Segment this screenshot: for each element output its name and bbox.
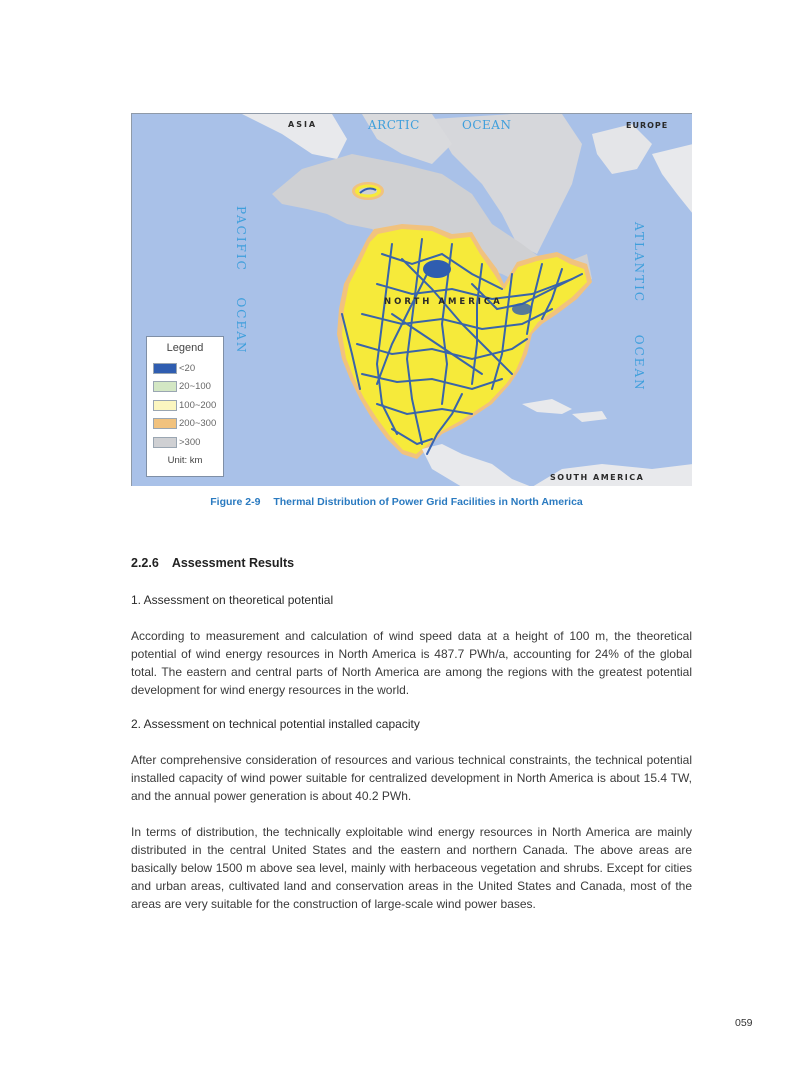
legend-unit: Unit: km bbox=[167, 454, 203, 466]
label-arctic: ARCTIC bbox=[368, 118, 420, 132]
legend-swatch bbox=[153, 363, 177, 374]
legend-swatch bbox=[153, 400, 177, 411]
legend-label: 20~100 bbox=[179, 381, 211, 393]
label-atlantic: ATLANTIC bbox=[632, 222, 646, 304]
section-number: 2.2.6 bbox=[131, 556, 159, 570]
legend-swatch bbox=[153, 437, 177, 448]
paragraph: According to measurement and calculation of wind speed data at a height of 100 m, the theoretical potential of wind energy resources in North America is 487.7 PWh/a, accounting for 24% of the global total. The eastern and central parts of North America are among the regions with the greatest potential development for wind energy resources in the world. bbox=[131, 629, 692, 697]
subsection-heading: 1. Assessment on theoretical potential bbox=[131, 593, 334, 607]
label-south-america: SOUTH AMERICA bbox=[550, 473, 645, 482]
legend-label: 200~300 bbox=[179, 418, 217, 430]
power-grid-map bbox=[131, 113, 692, 486]
map-legend bbox=[146, 336, 224, 477]
legend-label: 100~200 bbox=[179, 399, 217, 411]
label-pacific-ocean bbox=[234, 206, 248, 354]
legend-item bbox=[153, 415, 217, 434]
label-europe: EUROPE bbox=[626, 121, 669, 130]
legend-swatch bbox=[153, 381, 177, 392]
label-pacific-ocean-word: OCEAN bbox=[234, 297, 248, 355]
legend-item bbox=[153, 378, 217, 397]
legend-item bbox=[153, 433, 217, 452]
section-heading bbox=[131, 556, 294, 570]
label-arctic-ocean: OCEAN bbox=[462, 118, 512, 132]
figure-title: Thermal Distribution of Power Grid Facilities in North America bbox=[273, 496, 583, 508]
legend-label: >300 bbox=[179, 436, 201, 448]
label-asia: ASIA bbox=[288, 120, 318, 129]
legend-title: Legend bbox=[166, 342, 204, 354]
label-north-america: NORTH AMERICA bbox=[384, 297, 503, 307]
page-number: 059 bbox=[735, 1017, 753, 1029]
paragraph: After comprehensive consideration of resources and various technical constraints, the technical potential installed capacity of wind power suitable for centralized development in North America is about 15.4 TW, and the annual power generation is about 40.2 PWh. bbox=[131, 753, 692, 803]
legend-item bbox=[153, 359, 217, 378]
label-atlantic-ocean-word: OCEAN bbox=[632, 334, 646, 392]
figure-number: Figure 2-9 bbox=[210, 496, 261, 508]
legend-swatch bbox=[153, 418, 177, 429]
legend-label: <20 bbox=[179, 362, 196, 374]
label-pacific: PACIFIC bbox=[234, 206, 248, 272]
paragraph: In terms of distribution, the technically exploitable wind energy resources in North America are mainly distributed in the central United States and the eastern and northern Canada. The above areas are basically below 1500 m above sea level, mainly with herbaceous vegetation and shrubs. Except for cities and urban areas, cultivated land and conservation areas in the United States and Canada, most of the areas are very suitable for the construction of large-scale wind power bases. bbox=[131, 825, 692, 911]
legend-item bbox=[153, 396, 217, 415]
label-atlantic-ocean bbox=[632, 222, 646, 392]
figure-caption bbox=[0, 496, 793, 508]
section-title: Assessment Results bbox=[171, 556, 295, 570]
subsection-heading: 2. Assessment on technical potential installed capacity bbox=[131, 717, 420, 731]
